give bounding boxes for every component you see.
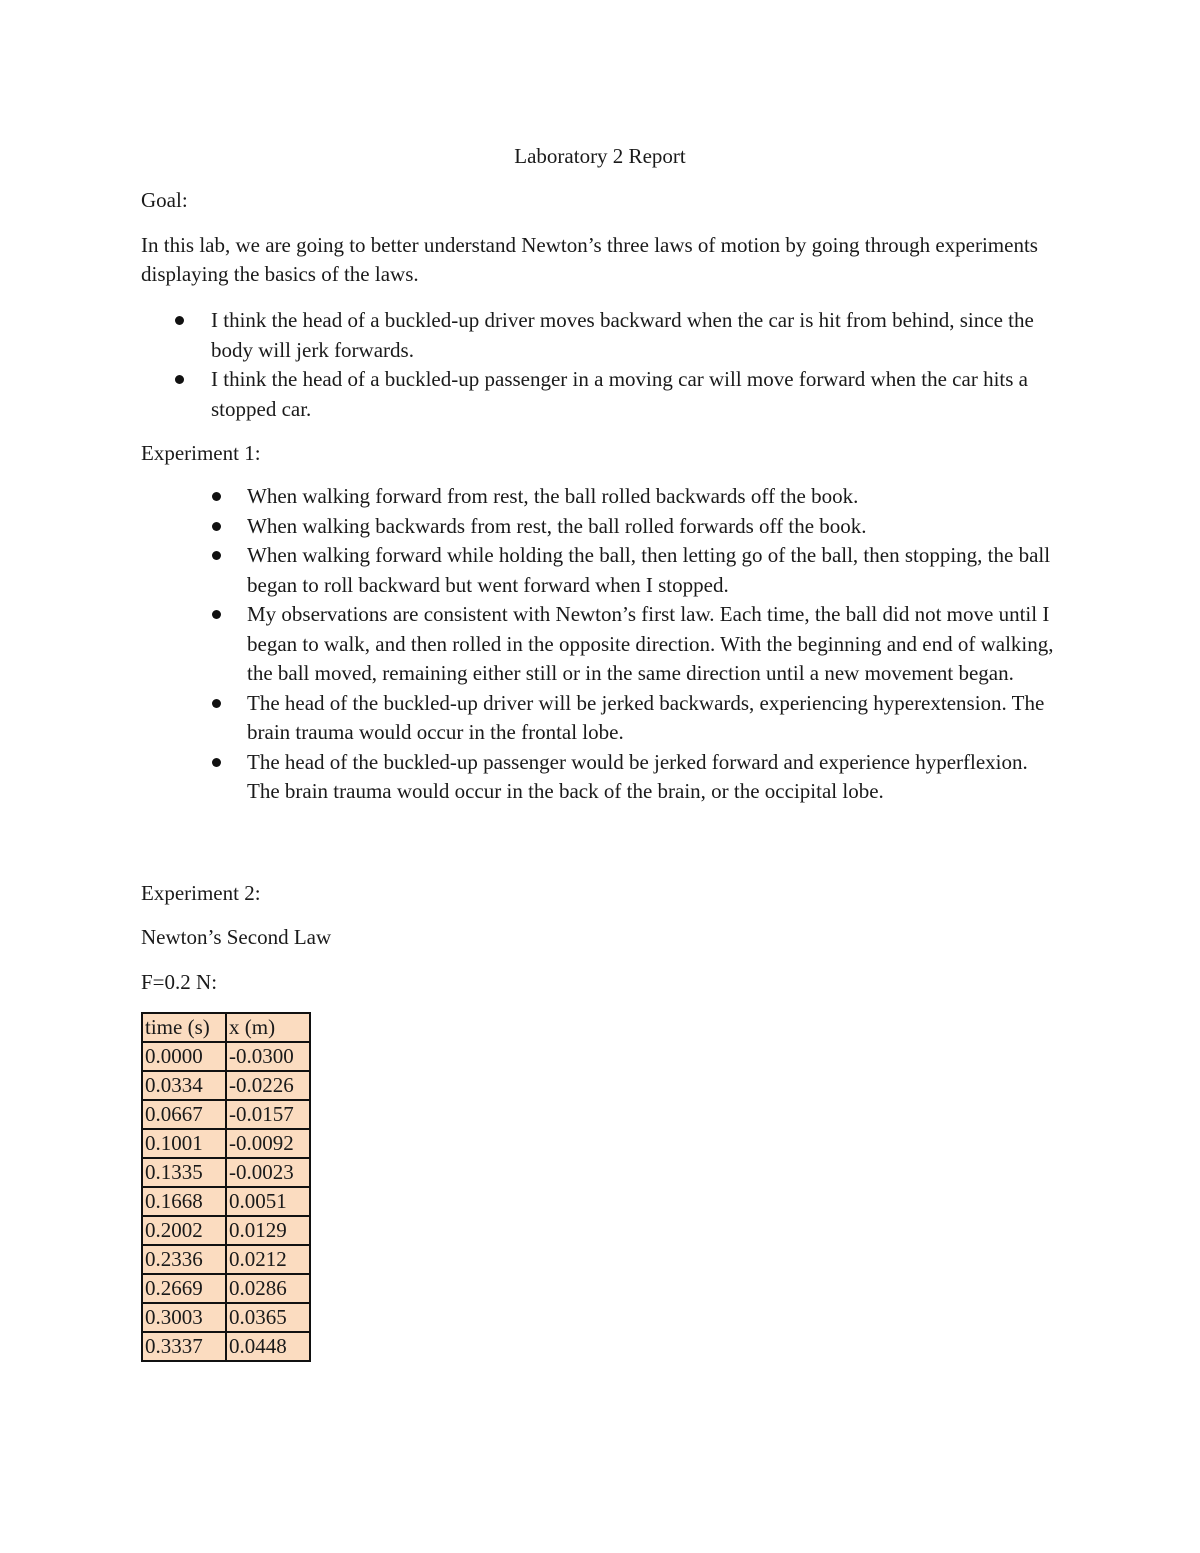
bullet-icon [212, 522, 221, 531]
table-row [142, 1071, 310, 1100]
list-item [247, 748, 1057, 807]
table-cell: 0.0448 [226, 1332, 310, 1361]
table-cell: -0.0023 [226, 1158, 310, 1187]
experiment-1-bullet-list [247, 482, 1057, 807]
table-cell: 0.2336 [142, 1245, 226, 1274]
experiment-1-heading: Experiment 1: [141, 441, 261, 465]
bullet-text: My observations are consistent with Newton’s first law. Each time, the ball did not move until I began to walk, and then rolled in the opposite direction. With the beginning and end of walking, the ball moved, remaining either still or in the same direction until a new movement began. [247, 602, 1054, 685]
bullet-icon [212, 551, 221, 560]
goal-heading: Goal: [141, 188, 188, 212]
data-table [141, 1012, 311, 1362]
bullet-icon [212, 610, 221, 619]
table-cell: -0.0300 [226, 1042, 310, 1071]
table-cell: 0.0365 [226, 1303, 310, 1332]
table-row [142, 1216, 310, 1245]
bullet-icon [175, 375, 184, 384]
experiment-2-subheading: Newton’s Second Law [141, 925, 332, 949]
bullet-text: When walking forward while holding the ball, then letting go of the ball, then stopping, the ball began to roll backward but went forward when I stopped. [247, 543, 1051, 597]
table-cell: 0.3003 [142, 1303, 226, 1332]
table-header-row [142, 1013, 310, 1042]
bullet-text: The head of the buckled-up driver will be jerked backwards, experiencing hyperextension. The brain trauma would occur in the frontal lobe. [247, 690, 1045, 744]
bullet-icon [212, 758, 221, 767]
table-cell: 0.0000 [142, 1042, 226, 1071]
goal-text: In this lab, we are going to better understand Newton’s three laws of motion by going through experiments displaying the basics of the laws. [141, 233, 1038, 286]
table-cell: 0.1335 [142, 1158, 226, 1187]
bullet-text: The head of the buckled-up passenger would be jerked forward and experience hyperflexion. The brain trauma would occur in the back of the brain, or the occipital lobe. [247, 749, 1028, 803]
table-cell: 0.1001 [142, 1129, 226, 1158]
table-cell: -0.0157 [226, 1100, 310, 1129]
table-row [142, 1332, 310, 1361]
bullet-icon [212, 699, 221, 708]
list-item [247, 600, 1057, 689]
table-cell: -0.0092 [226, 1129, 310, 1158]
table-row [142, 1042, 310, 1071]
table-row [142, 1100, 310, 1129]
table-row [142, 1303, 310, 1332]
page-title: Laboratory 2 Report [514, 144, 686, 168]
list-item [211, 365, 1061, 424]
list-item [247, 512, 1057, 542]
list-item [247, 541, 1057, 600]
table-row [142, 1187, 310, 1216]
table-cell: 0.0667 [142, 1100, 226, 1129]
bullet-text: When walking forward from rest, the ball rolled backwards off the book. [247, 484, 859, 508]
bullet-icon [212, 492, 221, 501]
table-cell: 0.2669 [142, 1274, 226, 1303]
table-cell: 0.0051 [226, 1187, 310, 1216]
bullet-text: I think the head of a buckled-up driver moves backward when the car is hit from behind, since the body will jerk forwards. [211, 308, 1034, 362]
table-cell: 0.0129 [226, 1216, 310, 1245]
table-row [142, 1158, 310, 1187]
list-item [247, 689, 1057, 748]
bullet-text: When walking backwards from rest, the ball rolled forwards off the book. [247, 513, 867, 538]
list-item [247, 482, 1057, 512]
table-row [142, 1274, 310, 1303]
force-label: F=0.2 N: [141, 970, 218, 994]
table-cell: 0.1668 [142, 1187, 226, 1216]
experiment-2-heading: Experiment 2: [141, 881, 261, 905]
column-header-time: time (s) [142, 1013, 226, 1042]
bullet-icon [175, 316, 184, 325]
list-item [211, 306, 1061, 365]
table-row [142, 1245, 310, 1274]
table-cell: 0.0212 [226, 1245, 310, 1274]
table-cell: 0.0286 [226, 1274, 310, 1303]
table-cell: 0.3337 [142, 1332, 226, 1361]
table-row [142, 1129, 310, 1158]
bullet-text: I think the head of a buckled-up passenger in a moving car will move forward when the car hits a stopped car. [211, 367, 1028, 421]
column-header-x: x (m) [226, 1013, 310, 1042]
table-cell: -0.0226 [226, 1071, 310, 1100]
table-cell: 0.2002 [142, 1216, 226, 1245]
table-cell: 0.0334 [142, 1071, 226, 1100]
goal-bullet-list [211, 306, 1061, 424]
